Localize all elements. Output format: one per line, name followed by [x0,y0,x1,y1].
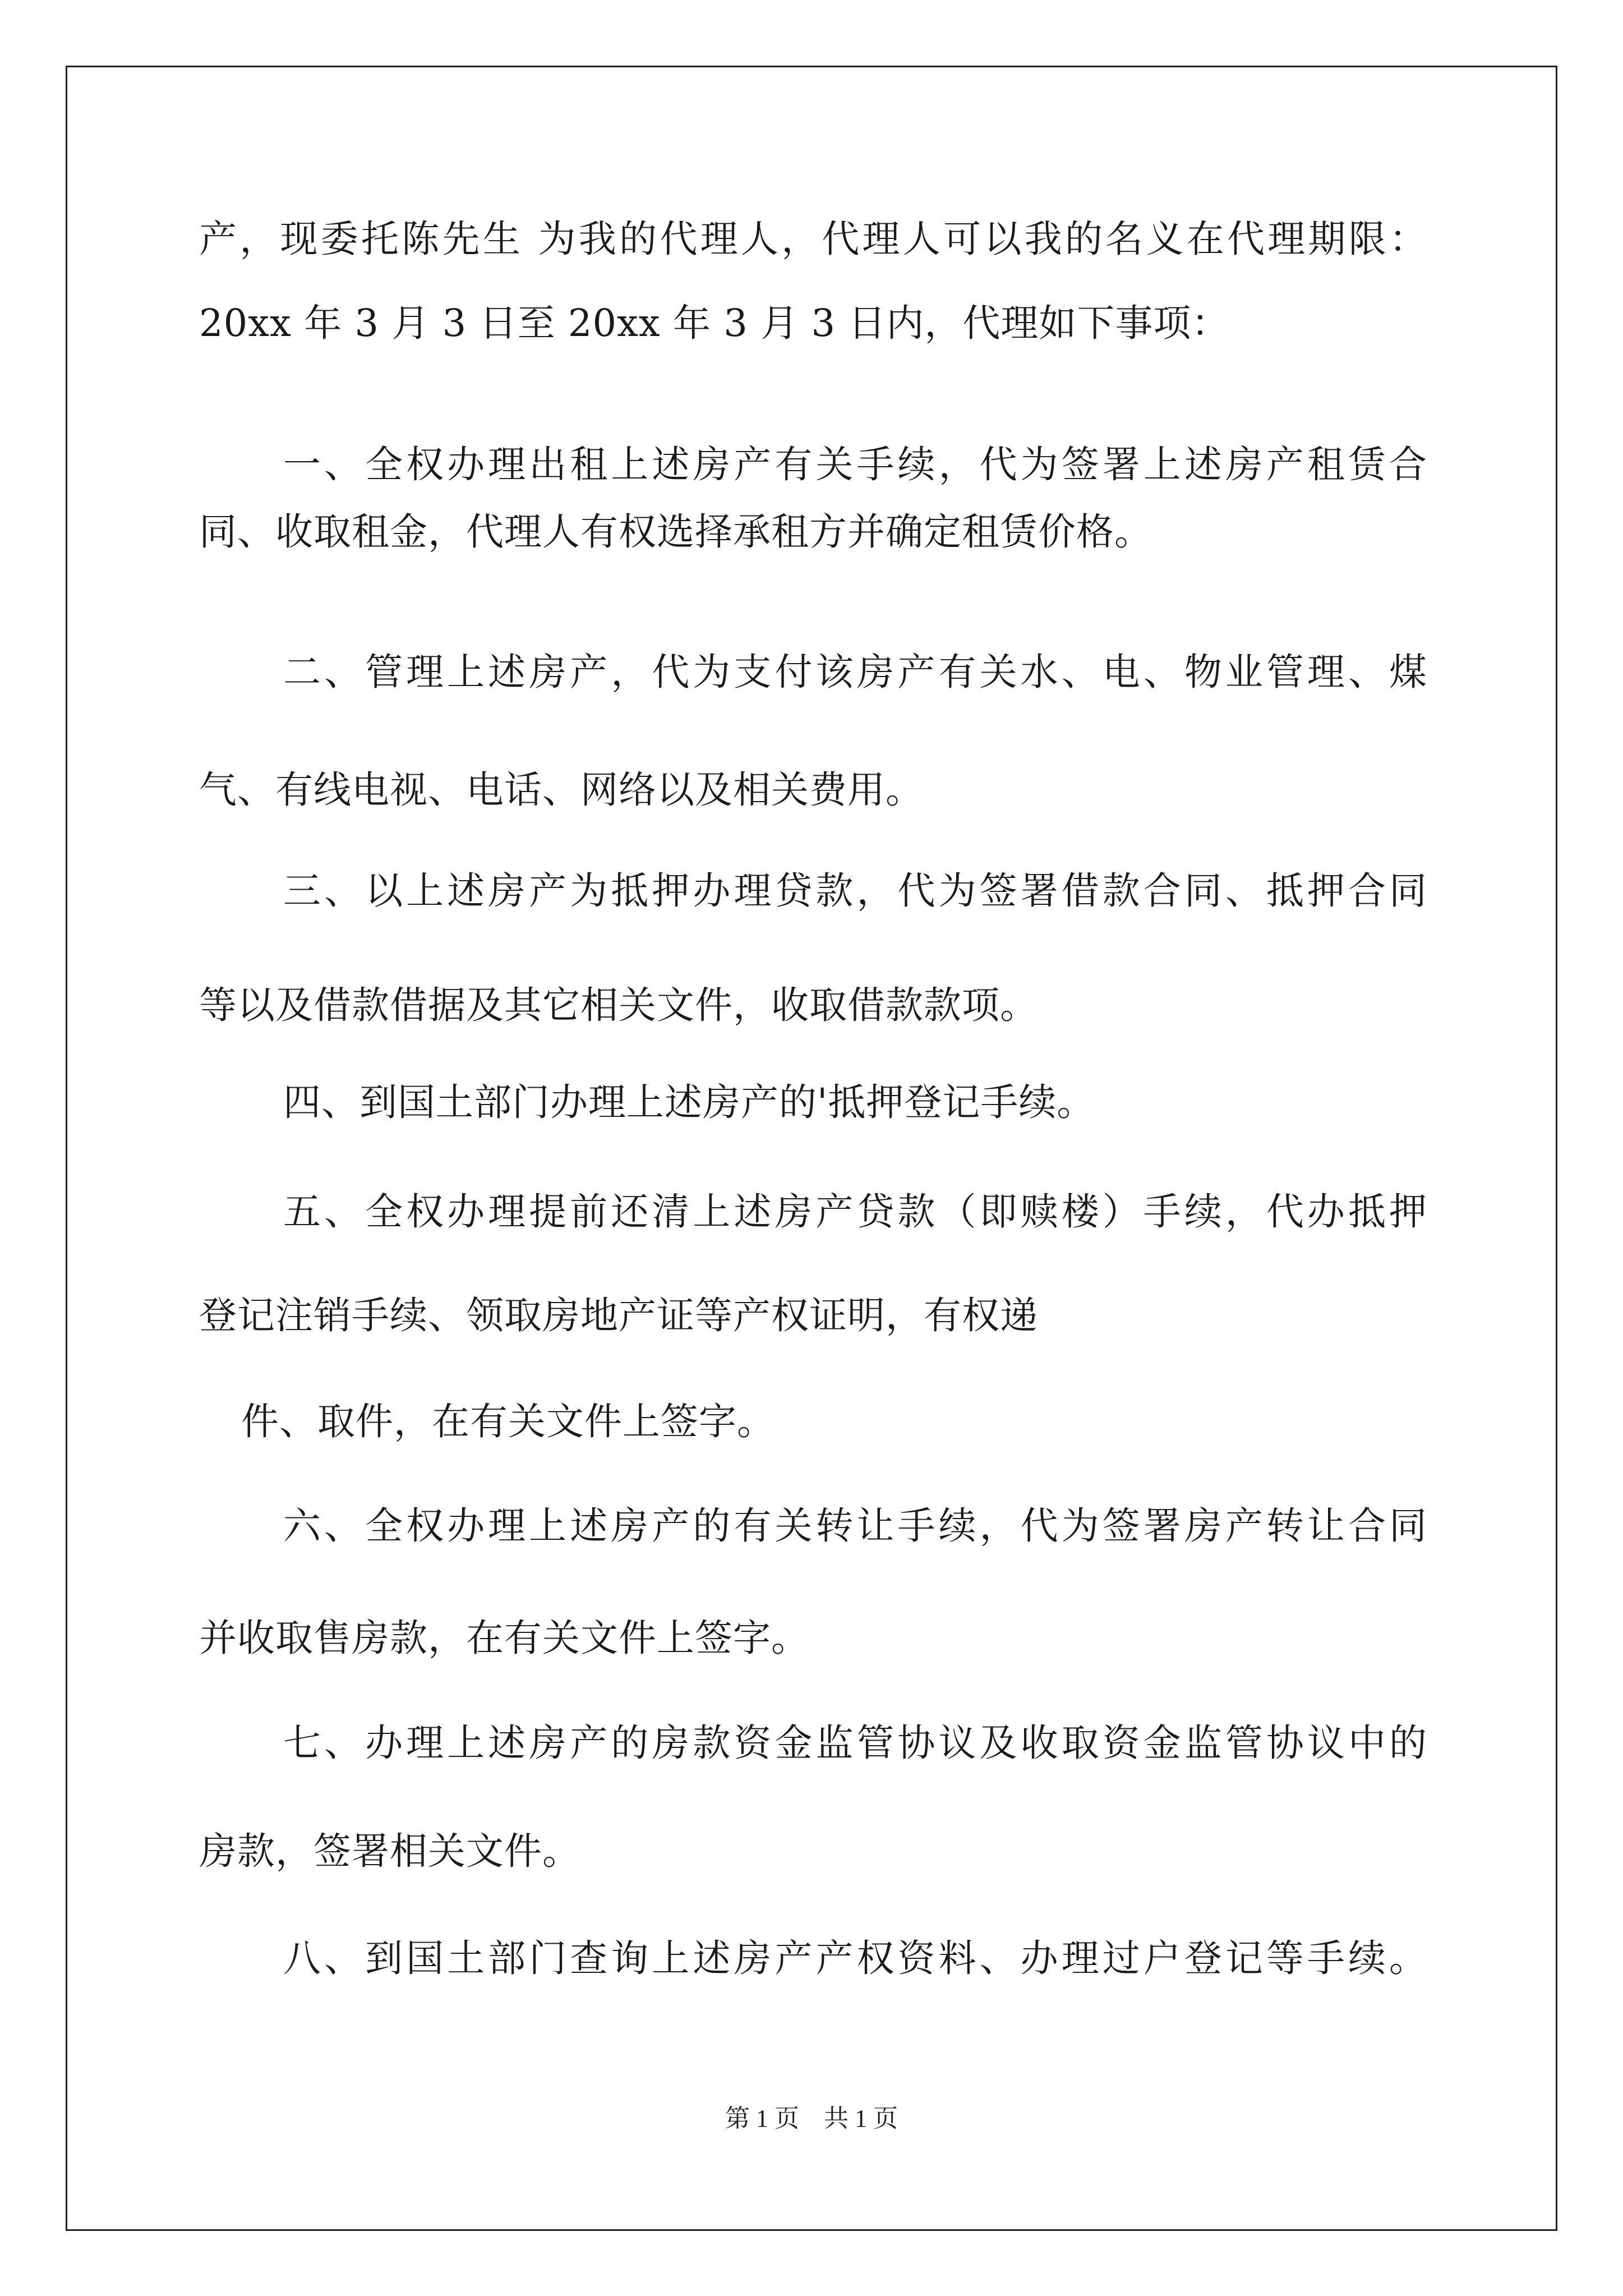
text-line: 并收取售房款，在有关文件上签字。 [199,1616,809,1660]
text-line: 登记注销手续、领取房地产证等产权证明，有权递 [199,1294,1038,1337]
text-line: 件、取件，在有关文件上签字。 [241,1400,775,1443]
text-line: 一、全权办理出租上述房产有关手续，代为签署上述房产租赁合 [283,443,1427,486]
text-line: 四、到国土部门办理上述房产的'抵押登记手续。 [283,1080,1095,1124]
text-line: 五、全权办理提前还清上述房产贷款（即赎楼）手续，代办抵押 [283,1190,1427,1234]
text-line: 同、收取租金，代理人有权选择承租方并确定租赁价格。 [199,510,1152,554]
text-line: 气、有线电视、电话、网络以及相关费用。 [199,768,924,812]
page-number-footer: 第 1 页 共 1 页 [725,2105,898,2132]
text-line: 二、管理上述房产，代为支付该房产有关水、电、物业管理、煤 [283,650,1427,694]
text-line: 20xx 年 3 月 3 日至 20xx 年 3 月 3 日内，代理如下事项： [199,301,1230,345]
page-border [66,66,1557,2231]
text-line: 六、全权办理上述房产的有关转让手续，代为签署房产转让合同 [283,1504,1427,1548]
text-line: 房款，签署相关文件。 [199,1829,580,1873]
text-line: 七、办理上述房产的房款资金监管协议及收取资金监管协议中的 [283,1721,1427,1765]
text-line: 八、到国土部门查询上述房产产权资料、办理过户登记等手续。 [283,1936,1427,1980]
text-line: 三、以上述房产为抵押办理贷款，代为签署借款合同、抵押合同 [283,869,1427,913]
text-line: 产，现委托陈先生 为我的代理人，代理人可以我的名义在代理期限： [199,217,1427,261]
text-line: 等以及借款借据及其它相关文件，收取借款款项。 [199,983,1038,1027]
